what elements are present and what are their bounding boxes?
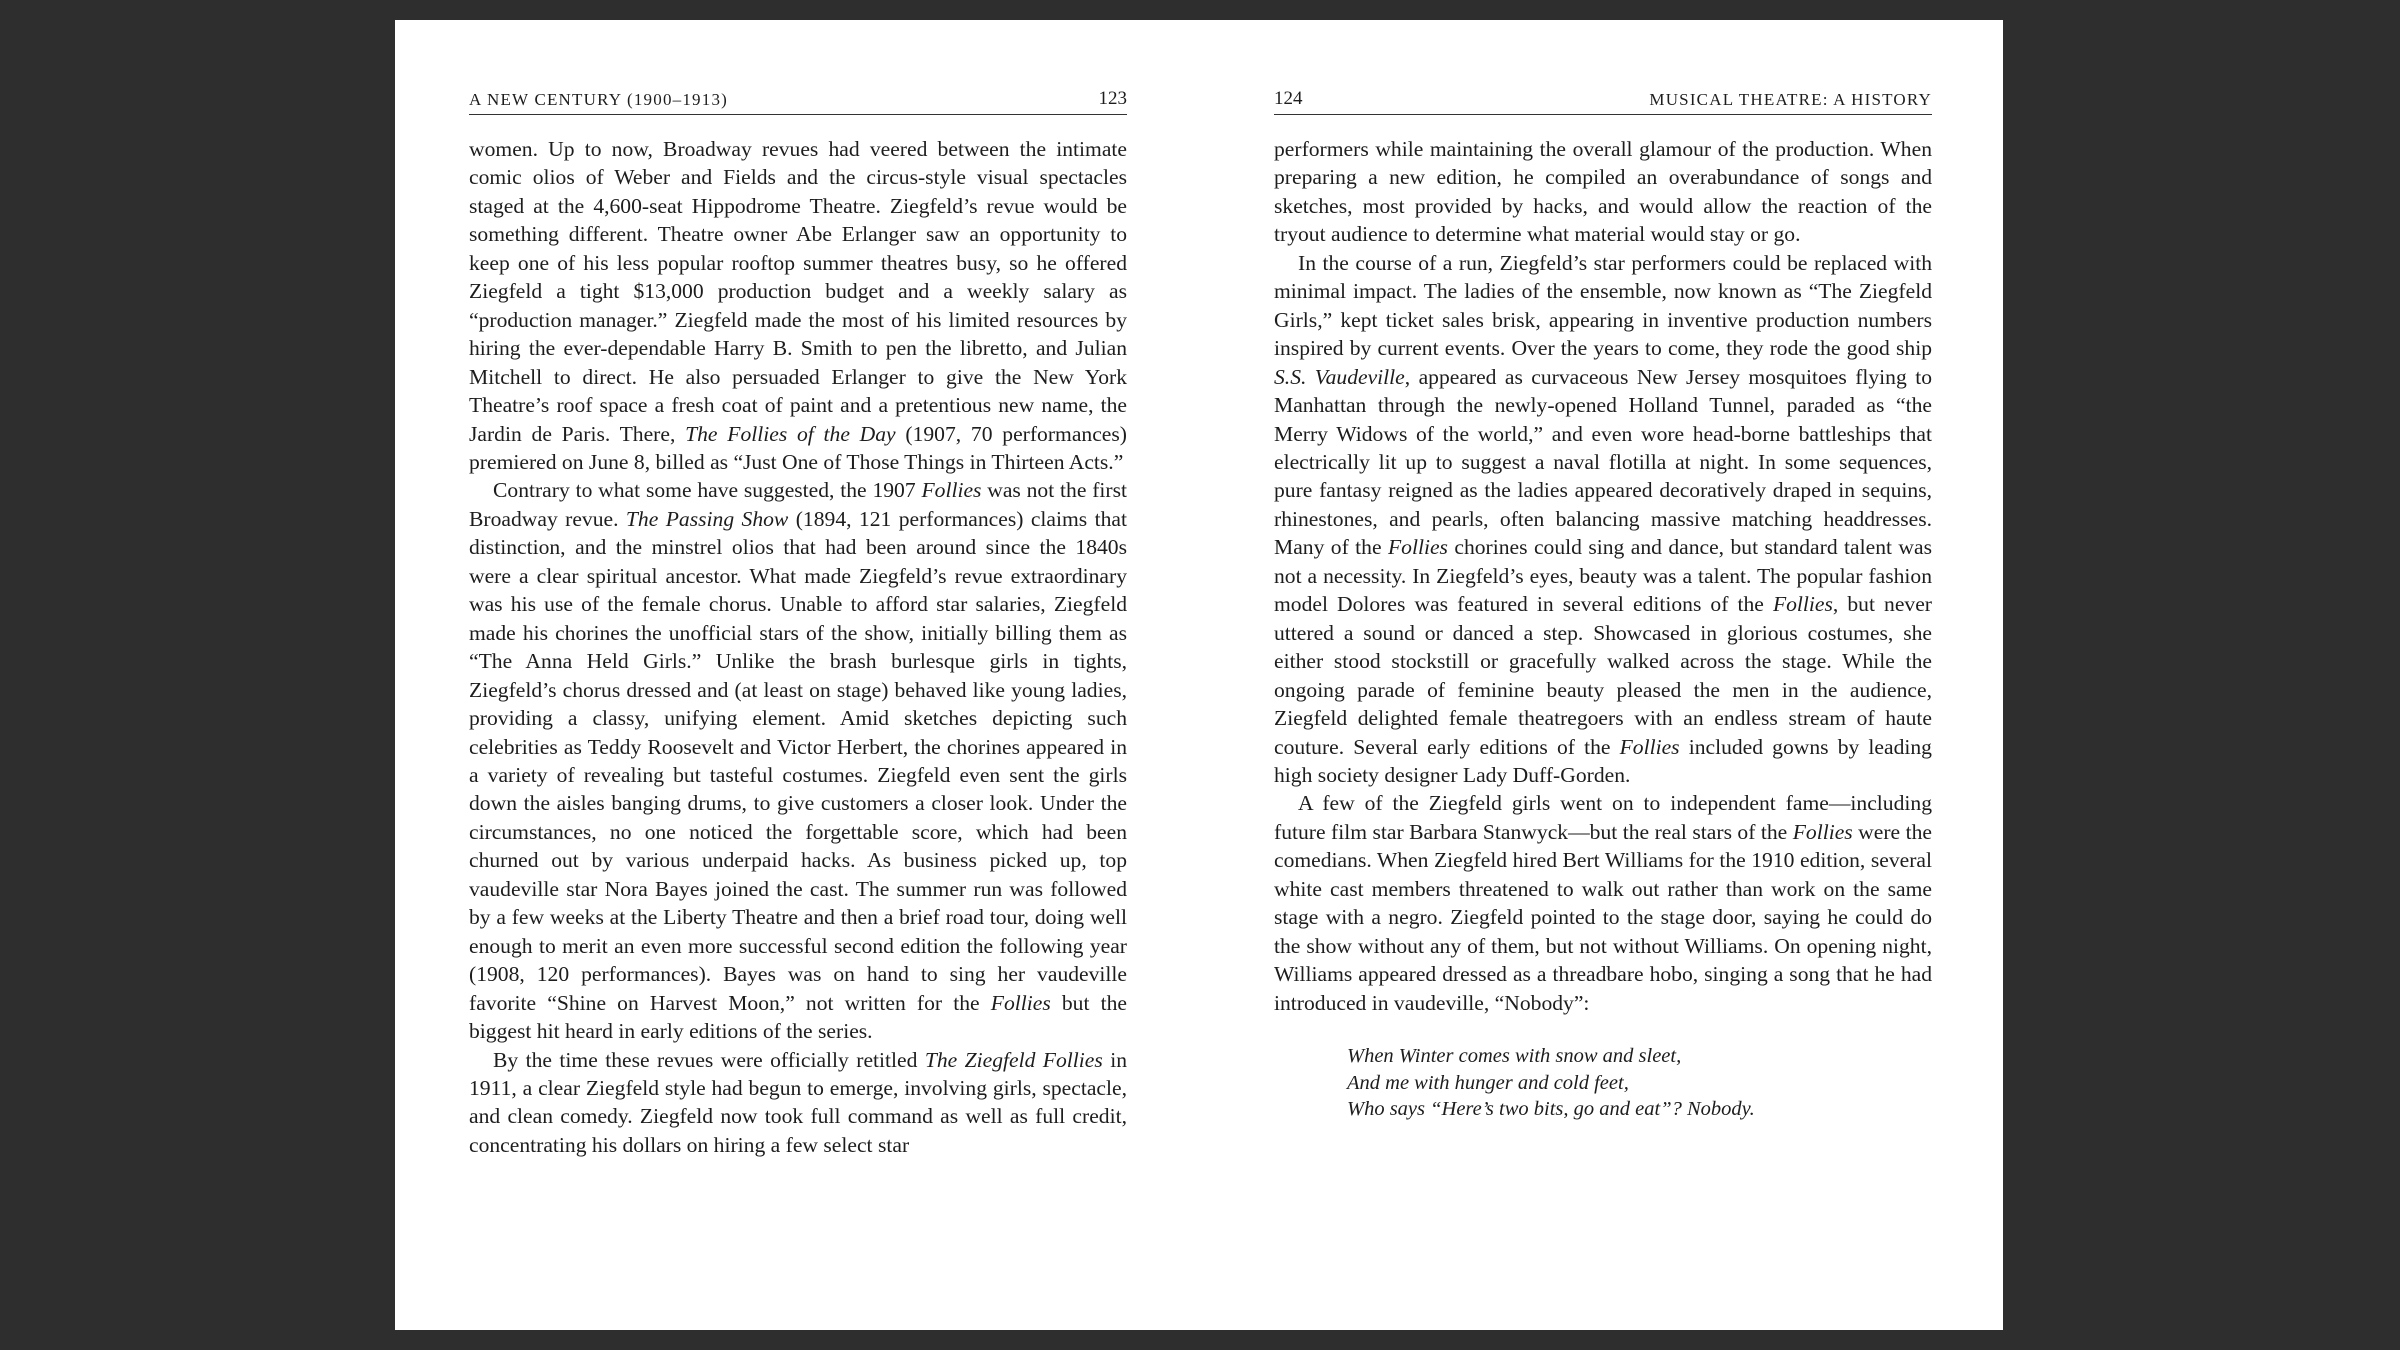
italic-title-text: Follies <box>1619 734 1680 759</box>
left-page <box>469 20 1127 1330</box>
italic-title-text: S.S. Vaudeville <box>1274 364 1405 389</box>
paragraph <box>469 135 1127 476</box>
paragraph <box>1274 249 1932 790</box>
paragraph-text: but the biggest hit heard in early editions of the series. <box>469 990 1127 1044</box>
italic-title-text: Follies <box>921 478 982 503</box>
paragraph-text: Contrary to what some have suggested, the 1907 <box>493 478 922 503</box>
paragraph-text: A few of the Ziegfeld girls went on to independent fame—including future film star Barbara Stanwyck—but the real stars of the <box>1274 791 1932 844</box>
italic-title-text: Follies <box>1387 535 1448 560</box>
paragraph-text: was not the first Broadway revue. <box>469 478 1127 531</box>
verse-line: Who says “Here’s two bits, go and eat”? Nobody. <box>1347 1098 1755 1121</box>
left-running-head <box>469 88 1127 115</box>
italic-title-text: Follies <box>1772 592 1833 617</box>
italic-title-text: The Ziegfeld Follies <box>924 1047 1103 1072</box>
italic-title-text: The Follies of the Day <box>685 421 896 446</box>
song-lyric-excerpt <box>1347 1043 1932 1123</box>
paragraph-text: included gowns by leading high society designer Lady Duff-Gorden. <box>1274 734 1932 787</box>
paragraph-text: women. Up to now, Broadway revues had veered between the intimate comic olios of Weber and Fields and the circus-style visual spectacles staged at the 4,600-seat Hippodrome Theatre. Ziegfeld’s revue would be something different. Theatre owner Abe Erlanger saw an opportunity to keep one of his less popular rooftop summer theatres busy, so he offered Ziegfeld a tight $13,000 production budget and a weekly salary as “production manager.” Ziegfeld made the most of his limited resources by hiring the ever-dependable Harry B. Smith to pen the libretto, and Julian Mitchell to direct. He also persuaded Erlanger to give the New York Theatre’s roof space a fresh coat of paint and a pretentious new name, the Jardin de Paris. There, <box>469 137 1127 446</box>
book-spread <box>395 20 2003 1330</box>
paragraph-text: In the course of a run, Ziegfeld’s star performers could be replaced with minimal impact. The ladies of the ensemble, now known as “The Ziegfeld Girls,” kept ticket sales brisk, appearing in inventive production numbers inspired by current events. Over the years to come, they rode the good ship <box>1274 250 1932 361</box>
italic-title-text: Follies <box>990 990 1051 1015</box>
right-page <box>1274 20 1932 1330</box>
italic-title-text: The Passing Show <box>625 506 789 531</box>
paragraph-text: , appeared as curvaceous New Jersey mosquitoes flying to Manhattan through the newly-opened Holland Tunnel, paraded as “the Merry Widows of the world,” and even wore head-borne battleships that electrically lit up to suggest a naval flotilla at night. In some sequences, pure fantasy reigned as the ladies appeared decoratively draped in sequins, rhinestones, and pearls, often balancing massive matching headdresses. Many of the <box>1274 364 1932 560</box>
italic-title-text: Follies <box>1792 819 1853 844</box>
paragraph <box>1274 789 1932 1017</box>
right-page-number: 124 <box>1274 88 1303 109</box>
paragraph-text: were the comedians. When Ziegfeld hired Bert Williams for the 1910 edition, several white cast members threatened to walk out rather than work on the same stage with a negro. Ziegfeld pointed to the stage door, saying he could do the show without any of them, but not without Williams. On opening night, Williams appeared dressed as a threadbare hobo, singing a song that he had introduced in vaudeville, “Nobody”: <box>1274 819 1932 1015</box>
paragraph <box>469 476 1127 1045</box>
paragraph-text: , but never uttered a sound or danced a step. Showcased in glorious costumes, she either stood stockstill or gracefully walked across the stage. While the ongoing parade of feminine beauty pleased the men in the audience, Ziegfeld delighted female theatregoers with an endless stream of haute couture. Several early editions of the <box>1274 592 1932 759</box>
right-body-text <box>1274 135 1932 1123</box>
paragraph-text: chorines could sing and dance, but standard talent was not a necessity. In Ziegfeld’s eyes, beauty was a talent. The popular fashion model Dolores was featured in several editions of the <box>1274 535 1932 617</box>
verse-line: When Winter comes with snow and sleet, <box>1347 1045 1682 1068</box>
left-body-text <box>469 135 1127 1159</box>
paragraph-text: (1907, 70 performances) premiered on June 8, billed as “Just One of Those Things in Thirteen Acts.” <box>469 421 1127 474</box>
verse-line: And me with hunger and cold feet, <box>1347 1071 1629 1094</box>
paragraph <box>1274 135 1932 249</box>
left-page-number: 123 <box>1098 88 1127 109</box>
right-running-head <box>1274 88 1932 115</box>
paragraph-text: By the time these revues were officially retitled <box>493 1047 925 1072</box>
paragraph-text: (1894, 121 performances) claims that distinction, and the minstrel olios that had been around since the 1840s were a clear spiritual ancestor. What made Ziegfeld’s revue extraordinary was his use of the female chorus. Unable to afford star salaries, Ziegfeld made his chorines the unofficial stars of the show, initially billing them as “The Anna Held Girls.” Unlike the brash burlesque girls in tights, Ziegfeld’s chorus dressed and (at least on stage) behaved like young ladies, providing a classy, unifying element. Amid sketches depicting such celebrities as Teddy Roosevelt and Victor Herbert, the chorines appeared in a variety of revealing but tasteful costumes. Ziegfeld even sent the girls down the aisles banging drums, to give customers a closer look. Under the circumstances, no one noticed the forgettable score, which had been churned out by various underpaid hacks. As business picked up, top vaudeville star Nora Bayes joined the cast. The summer run was followed by a few weeks at the Liberty Theatre and then a brief road tour, doing well enough to merit an even more successful second edition the following year (1908, 120 performances). Bayes was on hand to sing her vaudeville favorite “Shine on Harvest Moon,” not written for the <box>469 506 1127 1015</box>
paragraph-text: in 1911, a clear Ziegfeld style had begun to emerge, involving girls, spectacle, and clean comedy. Ziegfeld now took full command as well as full credit, concentrating his dollars on hiring a few select star <box>469 1047 1128 1157</box>
right-running-head-title: MUSICAL THEATRE: A HISTORY <box>1649 90 1932 109</box>
left-running-head-title: A NEW CENTURY (1900–1913) <box>469 90 729 109</box>
paragraph <box>469 1046 1127 1160</box>
paragraph-text: performers while maintaining the overall glamour of the production. When preparing a new edition, he compiled an overabundance of songs and sketches, most provided by hacks, and would allow the reaction of the tryout audience to determine what material would stay or go. <box>1274 137 1932 247</box>
